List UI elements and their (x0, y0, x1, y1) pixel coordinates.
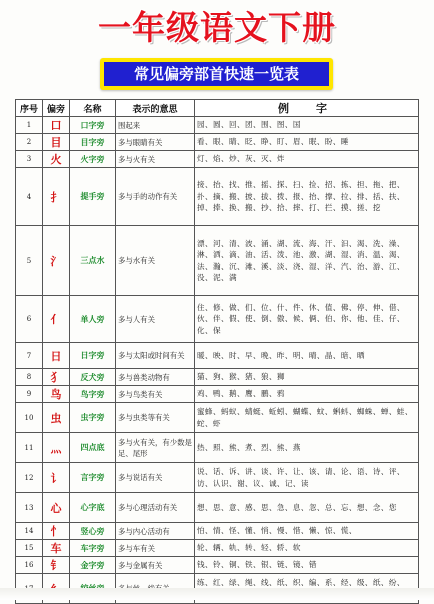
row-radical: 虫 (43, 403, 70, 433)
table-row (16, 343, 419, 369)
row-name: 言字旁 (70, 463, 116, 493)
row-meaning: 多与手的动作有关 (116, 168, 195, 226)
table-row (16, 463, 419, 493)
row-name: 反犬旁 (70, 369, 116, 386)
row-number: 4 (16, 168, 43, 226)
row-examples: 说、话、诉、讲、谈、许、让、该、请、论、语、诗、评、访、认识、谢、议、诚、记、读 (195, 463, 419, 493)
row-number: 12 (16, 463, 43, 493)
row-name: 竖心旁 (70, 523, 116, 540)
row-name: 金字旁 (70, 557, 116, 574)
row-name: 日字旁 (70, 343, 116, 369)
row-name: 鸟字旁 (70, 386, 116, 403)
row-meaning: 多与说话有关 (116, 463, 195, 493)
row-examples: 蜜蜂、蚂蚁、蜻蜓、蚯蚓、蝴蝶、蚊、蝌蚪、蜘蛛、蝉、蛙、蛇、虾 (195, 403, 419, 433)
table-header-row (16, 100, 419, 117)
row-radical: 心 (43, 493, 70, 523)
table-row (16, 493, 419, 523)
row-name: 心字底 (70, 493, 116, 523)
row-meaning: 多与眼睛有关 (116, 134, 195, 151)
row-radical: 犭 (43, 369, 70, 386)
row-radical: 目 (43, 134, 70, 151)
row-examples: 猫、狗、猴、猪、狼、狮 (195, 369, 419, 386)
row-number: 6 (16, 296, 43, 343)
row-meaning: 多与鸟类有关 (116, 386, 195, 403)
row-radical: 氵 (43, 226, 70, 296)
table-row (16, 557, 419, 574)
row-name: 口字旁 (70, 117, 116, 134)
row-meaning: 多与金属有关 (116, 557, 195, 574)
row-radical: 亻 (43, 296, 70, 343)
row-radical: 扌 (43, 168, 70, 226)
row-name: 车字旁 (70, 540, 116, 557)
row-examples: 灯、焰、炒、灰、灭、炸 (195, 151, 419, 168)
row-number: 5 (16, 226, 43, 296)
row-examples: 怕、情、怪、懂、悄、慢、惜、懒、惊、慌、 (195, 523, 419, 540)
row-number: 10 (16, 403, 43, 433)
subtitle-text: 常见偏旁部首快速一览表 (104, 62, 329, 86)
table-row (16, 168, 419, 226)
row-number: 8 (16, 369, 43, 386)
row-radical: 火 (43, 151, 70, 168)
table-row (16, 403, 419, 433)
page-title: 一年级语文下册 (98, 8, 336, 47)
row-name: 提手旁 (70, 168, 116, 226)
row-examples: 轮、辆、轨、转、轻、轿、软 (195, 540, 419, 557)
row-number: 15 (16, 540, 43, 557)
header-examples: 例 字 (195, 100, 419, 117)
row-number: 9 (16, 386, 43, 403)
row-number: 13 (16, 493, 43, 523)
row-radical: 灬 (43, 433, 70, 463)
header-radical: 偏旁 (43, 100, 70, 117)
row-radical: 钅 (43, 557, 70, 574)
row-number: 14 (16, 523, 43, 540)
row-number: 1 (16, 117, 43, 134)
row-meaning: 多与太阳或时间有关 (116, 343, 195, 369)
row-radical: 鸟 (43, 386, 70, 403)
header-meaning: 表示的意思 (116, 100, 195, 117)
row-examples: 热、照、熊、煮、烈、熊、燕 (195, 433, 419, 463)
row-examples: 暖、映、时、早、晚、昨、明、晴、晶、暗、晒 (195, 343, 419, 369)
row-examples: 住、修、做、们、位、什、件、休、值、佛、停、伸、借、伙、伴、假、使、倒、傲、候、俩、伯、你、他、佳、仔、化、保 (195, 296, 419, 343)
row-radical: 日 (43, 343, 70, 369)
table-row (16, 151, 419, 168)
row-meaning: 多与人有关 (116, 296, 195, 343)
row-name: 三点水 (70, 226, 116, 296)
row-meaning: 多与兽类动物有 (116, 369, 195, 386)
row-name: 虫字旁 (70, 403, 116, 433)
row-name: 火字旁 (70, 151, 116, 168)
row-radical: 车 (43, 540, 70, 557)
row-name: 单人旁 (70, 296, 116, 343)
row-meaning: 围起来 (116, 117, 195, 134)
row-meaning: 多与车有关 (116, 540, 195, 557)
row-examples: 练、红、绿、绳、线、纸、织、编、系、经、级、纸、纷、 (195, 574, 419, 604)
row-radical: 口 (43, 117, 70, 134)
subtitle-banner (100, 58, 333, 90)
table-row (16, 369, 419, 386)
row-meaning: 多与火有关 (116, 151, 195, 168)
row-name: 目字旁 (70, 134, 116, 151)
row-meaning: 多与内心活动有 (116, 523, 195, 540)
row-radical: 忄 (43, 523, 70, 540)
table-row (16, 386, 419, 403)
row-name: 四点底 (70, 433, 116, 463)
row-examples: 看、眼、睛、眨、睁、盯、眉、眠、盼、睡 (195, 134, 419, 151)
row-meaning: 多与心理活动有关 (116, 493, 195, 523)
header-number: 序号 (16, 100, 43, 117)
row-number: 3 (16, 151, 43, 168)
row-examples: 鸡、鸭、鹅、鹰、鹏、鸦 (195, 386, 419, 403)
row-meaning: 多与火有关，有少数是足、尾形 (116, 433, 195, 463)
row-meaning: 多与水有关 (116, 226, 195, 296)
row-number: 11 (16, 433, 43, 463)
table-row (16, 134, 419, 151)
table-row (16, 523, 419, 540)
table-row (16, 226, 419, 296)
table-row (16, 540, 419, 557)
table-row (16, 117, 419, 134)
row-examples: 接、抬、找、推、摇、探、扫、捡、招、拣、担、拖、把、扑、摘、搬、披、拔、拨、报、抬、撑、拉、排、括、扶、掉、捧、换、搬、抄、拾、摔、打、拦、摸、搓、挖 (195, 168, 419, 226)
row-number: 7 (16, 343, 43, 369)
row-examples: 钱、铃、铜、铁、银、链、镜、错 (195, 557, 419, 574)
row-examples: 园、圆、回、团、围、图、国 (195, 117, 419, 134)
page-bottom-edge (0, 588, 434, 600)
table-row (16, 433, 419, 463)
table-row (16, 296, 419, 343)
row-examples: 想、思、意、感、思、急、息、忽、总、忘、想、念、您 (195, 493, 419, 523)
row-number: 2 (16, 134, 43, 151)
row-radical: 讠 (43, 463, 70, 493)
row-examples: 漂、河、清、波、涌、湖、流、海、汗、汩、渴、洗、澡、淋、洒、滴、油、活、泼、池、激、湖、湿、消、温、渴、法、瀚、沉、滩、溪、淡、浇、湿、洋、汽、治、游、江、没、泥、满 (195, 226, 419, 296)
row-number: 16 (16, 557, 43, 574)
header-name: 名称 (70, 100, 116, 117)
row-meaning: 多与虫类等有关 (116, 403, 195, 433)
radicals-table (15, 99, 419, 604)
